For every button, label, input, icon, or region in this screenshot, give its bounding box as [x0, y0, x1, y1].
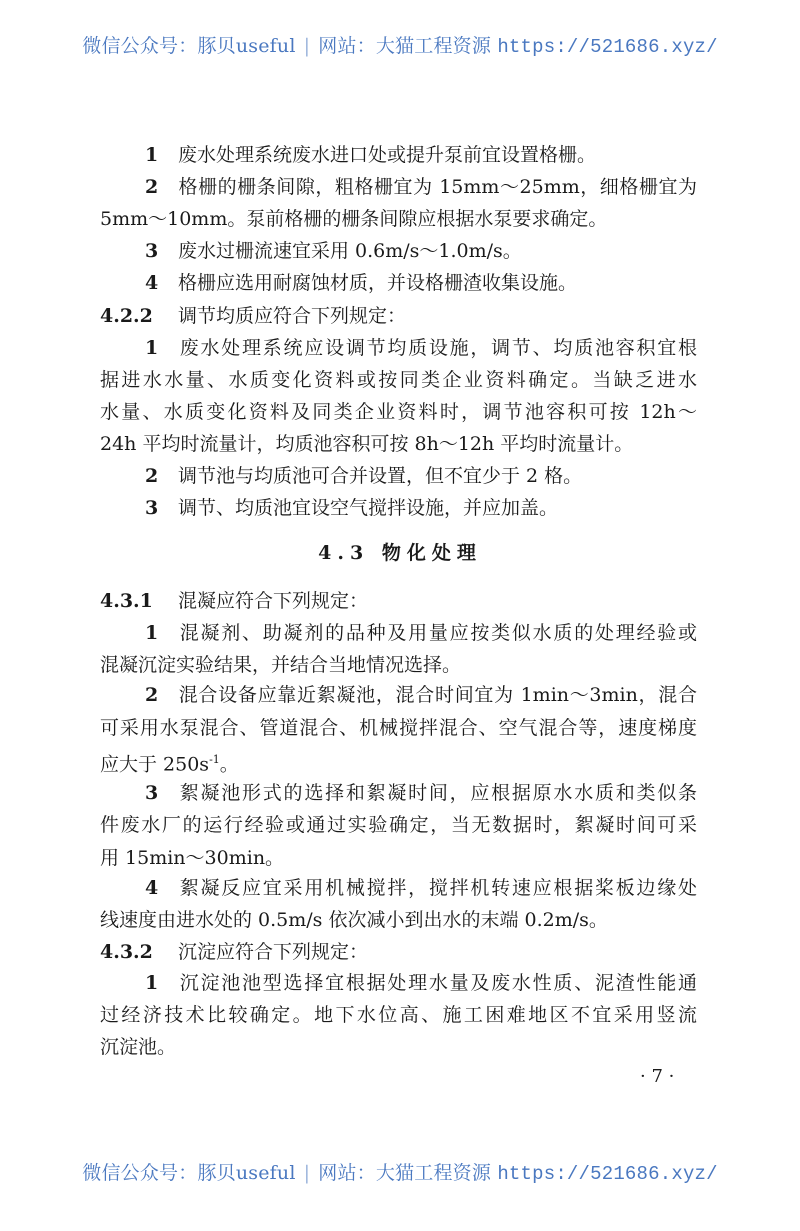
watermark-top	[0, 31, 800, 58]
line-text: 24h 平均时流量计，均质池容积可按 8h～12h 平均时流量计。	[100, 433, 634, 455]
line-text: 水量、水质变化资料及同类企业资料时，调节池容积可按 12h～	[100, 401, 697, 423]
clause-number: 2	[145, 176, 159, 198]
paragraph-line	[100, 809, 697, 841]
watermark-account: 微信公众号：豚贝useful	[82, 35, 296, 57]
paragraph-line	[145, 679, 697, 711]
line-text: 格栅应选用耐腐蚀材质，并设格栅渣收集设施。	[178, 272, 578, 294]
watermark-separator: |	[303, 1162, 311, 1184]
clause-line	[100, 936, 697, 968]
line-text: 件废水厂的运行经验或通过实验确定，当无数据时，絮凝时间可采	[100, 814, 697, 836]
line-text: 应大于 250s	[100, 753, 210, 776]
paragraph-line	[145, 139, 697, 171]
clause-number: 4	[145, 272, 159, 294]
line-text: 废水处理系统应设调节均质设施，调节、均质池容积宜根	[178, 337, 697, 359]
paragraph-line	[145, 332, 697, 364]
paragraph-line	[145, 967, 697, 999]
clause-number: 3	[145, 497, 159, 519]
clause-number: 4	[145, 877, 159, 899]
watermark-separator: |	[303, 35, 311, 57]
line-tail: 。	[219, 753, 239, 776]
paragraph-line	[100, 364, 697, 396]
line-text: 絮凝池形式的选择和絮凝时间，应根据原水水质和类似条	[178, 782, 697, 804]
line-text: 调节、均质池宜设空气搅拌设施，并应加盖。	[178, 497, 559, 519]
line-text: 沉淀应符合下列规定：	[178, 941, 369, 963]
paragraph-line	[145, 617, 697, 649]
paragraph-line	[100, 999, 697, 1031]
line-text: 混凝应符合下列规定：	[178, 590, 369, 612]
line-text: 絮凝反应宜采用机械搅拌，搅拌机转速应根据桨板边缘处	[178, 877, 697, 899]
section-heading: 4.3 物化处理	[318, 542, 482, 564]
line-text: 调节池与均质池可合并设置，但不宜少于 2 格。	[178, 465, 583, 487]
clause-number: 1	[145, 337, 159, 359]
clause-number: 1	[145, 622, 159, 644]
paragraph-line	[145, 872, 697, 904]
clause-number: 4.2.2	[100, 305, 153, 327]
paragraph-line	[145, 171, 697, 203]
watermark-url[interactable]: https://521686.xyz/	[497, 36, 718, 58]
paragraph-line	[145, 492, 697, 524]
paragraph-line	[145, 777, 697, 809]
paragraph-line	[100, 712, 697, 744]
paragraph-line	[100, 649, 697, 681]
clause-number: 2	[145, 465, 159, 487]
line-text: 线速度由进水处的 0.5m/s 依次减小到出水的末端 0.2m/s。	[100, 909, 608, 931]
paragraph-line	[100, 203, 697, 235]
clause-line	[100, 300, 697, 332]
clause-number: 3	[145, 782, 159, 804]
paragraph-line	[100, 428, 697, 460]
line-text: 废水处理系统废水进口处或提升泵前宜设置格栅。	[178, 144, 597, 166]
clause-line	[100, 585, 697, 617]
paragraph-line	[145, 235, 697, 267]
paragraph-line	[145, 267, 697, 299]
line-text: 混合设备应靠近絮凝池，混合时间宜为 1min～3min，混合	[178, 684, 697, 706]
watermark-site-label: 网站：大猫工程资源	[318, 35, 492, 57]
line-text: 调节均质应符合下列规定：	[178, 305, 407, 327]
line-text: 过经济技术比较确定。地下水位高、施工困难地区不宜采用竖流	[100, 1004, 697, 1026]
watermark-site-label: 网站：大猫工程资源	[318, 1162, 492, 1184]
line-text: 5mm～10mm。泵前格栅的栅条间隙应根据水泵要求确定。	[100, 208, 608, 230]
paragraph-line	[100, 396, 697, 428]
line-text: 废水过栅流速宜采用 0.6m/s～1.0m/s。	[178, 240, 522, 262]
clause-number: 2	[145, 684, 159, 706]
clause-number: 1	[145, 144, 159, 166]
paragraph-line	[145, 460, 697, 492]
superscript: -1	[209, 753, 220, 766]
line-text: 混凝剂、助凝剂的品种及用量应按类似水质的处理经验或	[178, 622, 697, 644]
line-text: 混凝沉淀实验结果，并结合当地情况选择。	[100, 654, 462, 676]
clause-number: 4.3.1	[100, 590, 153, 612]
line-text: 沉淀池池型选择宜根据处理水量及废水性质、泥渣性能通	[178, 972, 697, 994]
line-text: 格栅的栅条间隙，粗格栅宜为 15mm～25mm，细格栅宜为	[178, 176, 697, 198]
clause-number: 3	[145, 240, 159, 262]
watermark-bottom	[0, 1158, 800, 1185]
clause-number: 1	[145, 972, 159, 994]
line-text: 用 15min～30min。	[100, 847, 285, 869]
page-number: · 7 ·	[640, 1066, 675, 1087]
line-text: 可采用水泵混合、管道混合、机械搅拌混合、空气混合等，速度梯度	[100, 717, 697, 739]
line-text: 沉淀池。	[100, 1036, 177, 1058]
paragraph-line	[100, 744, 697, 776]
line-text: 据进水水量、水质变化资料或按同类企业资料确定。当缺乏进水	[100, 369, 697, 391]
clause-number: 4.3.2	[100, 941, 153, 963]
paragraph-line	[100, 842, 697, 874]
watermark-url[interactable]: https://521686.xyz/	[497, 1163, 718, 1185]
paragraph-line	[100, 904, 697, 936]
paragraph-line	[100, 1031, 697, 1063]
watermark-account: 微信公众号：豚贝useful	[82, 1162, 296, 1184]
